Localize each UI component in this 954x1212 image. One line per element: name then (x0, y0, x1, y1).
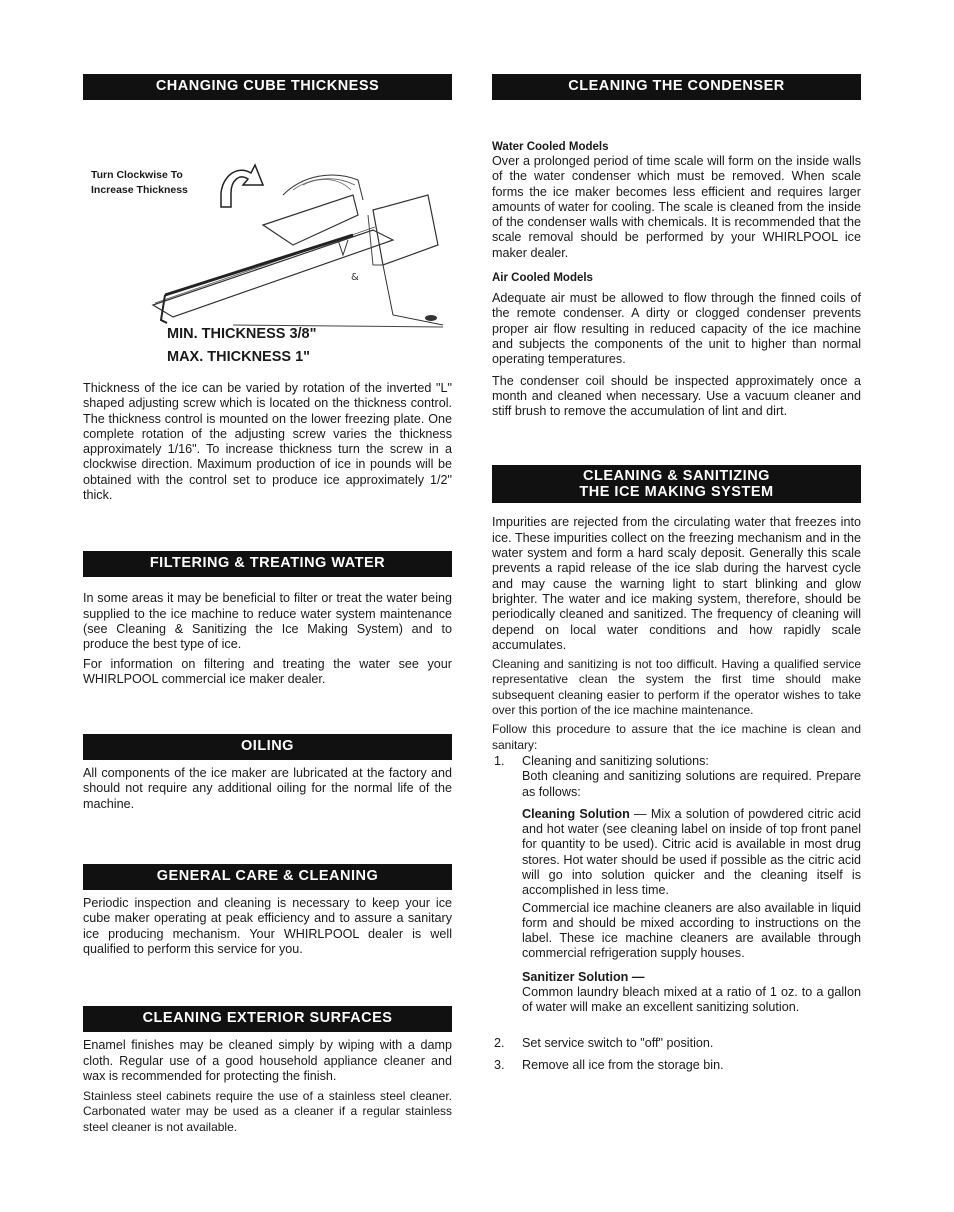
step-1-title: Cleaning and sanitizing solutions: (522, 753, 709, 768)
sanitizer-solution-label: Sanitizer Solution — (522, 969, 645, 984)
air-cooled-title: Air Cooled Models (492, 272, 593, 285)
section-heading-condenser: CLEANING THE CONDENSER (492, 74, 861, 100)
water-cooled-title: Water Cooled Models (492, 141, 609, 153)
cleaning-solution-text: — Mix a solution of powdered citric acid and hot water (see cleaning label on inside of top front panel for quantity to be used). Citric acid is available in most drug stores. Hot water should be used if possible as the citric acid will go into solution quicker and the cleaning itself is accomplished in less time. (522, 806, 861, 898)
section-heading-filtering: FILTERING & TREATING WATER (83, 551, 452, 577)
turn-label-line-2: Increase Thickness (91, 184, 188, 196)
exterior-paragraph-2: Stainless steel cabinets require the use of a stainless steel cleaner. Carbonated water may be used as a cleaner if a regular stainless steel cleaner is not available. (83, 1089, 452, 1134)
cleaning-solution-label: Cleaning Solution (522, 806, 630, 821)
step-number: 1. (494, 753, 505, 768)
list-item (492, 1036, 861, 1051)
section-heading-cube-thickness: CHANGING CUBE THICKNESS (83, 74, 452, 100)
list-item (492, 754, 861, 1016)
svg-text:&: & (351, 272, 359, 283)
clockwise-arrow-icon (221, 165, 263, 207)
thickness-figure (83, 100, 452, 365)
adjusting-screw-illustration (143, 155, 448, 330)
water-cooled-body: Over a prolonged period of time scale will form on the inside walls of the water condenser which must be removed. When scale forms the ice maker becomes less efficient and requires larger amounts of water for cooling. The scale is cleaned from the inside of the condenser walls with chemicals. It is recommended that the scale removal should be performed by your WHIRLPOOL ice maker dealer. (492, 154, 861, 260)
procedure-list (492, 754, 861, 1073)
step-3-text: Remove all ice from the storage bin. (522, 1057, 724, 1072)
sanitizing-paragraph-1: Impurities are rejected from the circulating water that freezes into ice. These impurities collect on the freezing mechanism and in the water system and form a hard scaly deposit. Generally this scale prevents a rapid release of the ice slab during the harvest cycle and may cause the warning light to start blinking and glow brighter. The water and ice making system, therefore, should be periodically cleaned and sanitized. The frequency of cleaning will depend on local water conditions and how rapidly scale accumulates. (492, 515, 861, 652)
section-heading-general-care: GENERAL CARE & CLEANING (83, 864, 452, 890)
commercial-cleaners-paragraph: Commercial ice machine cleaners are also available in liquid form and should be mixed according to instructions on the label. These ice machine cleaners are available through commercial refrigeration supply houses. (522, 900, 861, 961)
air-cooled-body-1: Adequate air must be allowed to flow through the finned coils of the remote condenser. A dirty or clogged condenser prevents proper air flow resulting in reduced capacity of the ice machine and subjects the components of the unit to higher than normal operating temperatures. (492, 291, 861, 367)
left-column (83, 74, 452, 1135)
filtering-paragraph-1: In some areas it may be beneficial to filter or treat the water being supplied to the ice machine to reduce water system maintenance (see Cleaning & Sanitizing the Ice Making System) and to produce the best type of ice. (83, 591, 452, 652)
general-care-paragraph: Periodic inspection and cleaning is necessary to keep your ice cube maker operating at peak efficiency and to assure a sanitary ice producing mechanism. Your WHIRLPOOL dealer is well qualified to perform this service for you. (83, 896, 452, 956)
min-thickness-label: MIN. THICKNESS 3/8" (167, 326, 317, 342)
oiling-paragraph: All components of the ice maker are lubricated at the factory and should not require any additional oiling for the normal life of the machine. (83, 766, 452, 811)
filtering-paragraph-2: For information on filtering and treating the water see your WHIRLPOOL commercial ice maker dealer. (83, 656, 452, 686)
section-heading-sanitizing (492, 465, 861, 503)
max-thickness-label: MAX. THICKNESS 1" (167, 349, 311, 365)
right-column (492, 74, 861, 1073)
exterior-paragraph-1: Enamel finishes may be cleaned simply by wiping with a damp cloth. Regular use of a good household appliance cleaner and wax is recommended for protecting the finish. (83, 1038, 452, 1083)
sanitizer-solution-text: Common laundry bleach mixed at a ratio of 1 oz. to a gallon of water will make an excellent sanitizing solution. (522, 985, 861, 1015)
section-heading-exterior: CLEANING EXTERIOR SURFACES (83, 1006, 452, 1032)
cleaning-solution-paragraph (522, 807, 861, 899)
section-heading-oiling: OILING (83, 734, 452, 760)
air-cooled-body-2: The condenser coil should be inspected approximately once a month and cleaned when necessary. Use a vacuum cleaner and stiff brush to remove the accumulation of lint and dirt. (492, 373, 861, 419)
sanitizing-paragraph-2: Cleaning and sanitizing is not too difficult. Having a qualified service representative clean the system the first time should make subsequent cleaning easier to perform if the operator wishes to take over this portion of the ice machine maintenance. (492, 657, 861, 718)
step-1-intro: Both cleaning and sanitizing solutions are required. Prepare as follows: (522, 769, 861, 799)
turn-label-line-1: Turn Clockwise To (91, 169, 183, 181)
step-number: 3. (494, 1057, 505, 1072)
list-item (492, 1058, 861, 1073)
step-number: 2. (494, 1035, 505, 1050)
cube-thickness-body: Thickness of the ice can be varied by rotation of the inverted "L" shaped adjusting screw which is located on the thickness control. The thickness control is mounted on the lower freezing plate. One complete rotation of the adjusting screw varies the thickness approximately 1/16". To increase thickness turn the screw in a clockwise direction. Maximum production of ice in pounds will be obtained with the control set to produce ice approximately 1/2" thick. (83, 381, 452, 503)
sanitizing-paragraph-3: Follow this procedure to assure that the ice machine is clean and sanitary: (492, 722, 861, 752)
sanitizing-heading-line-1: CLEANING & SANITIZING (583, 468, 770, 485)
step-2-text: Set service switch to "off" position. (522, 1035, 714, 1050)
sanitizing-heading-line-2: THE ICE MAKING SYSTEM (579, 484, 774, 501)
